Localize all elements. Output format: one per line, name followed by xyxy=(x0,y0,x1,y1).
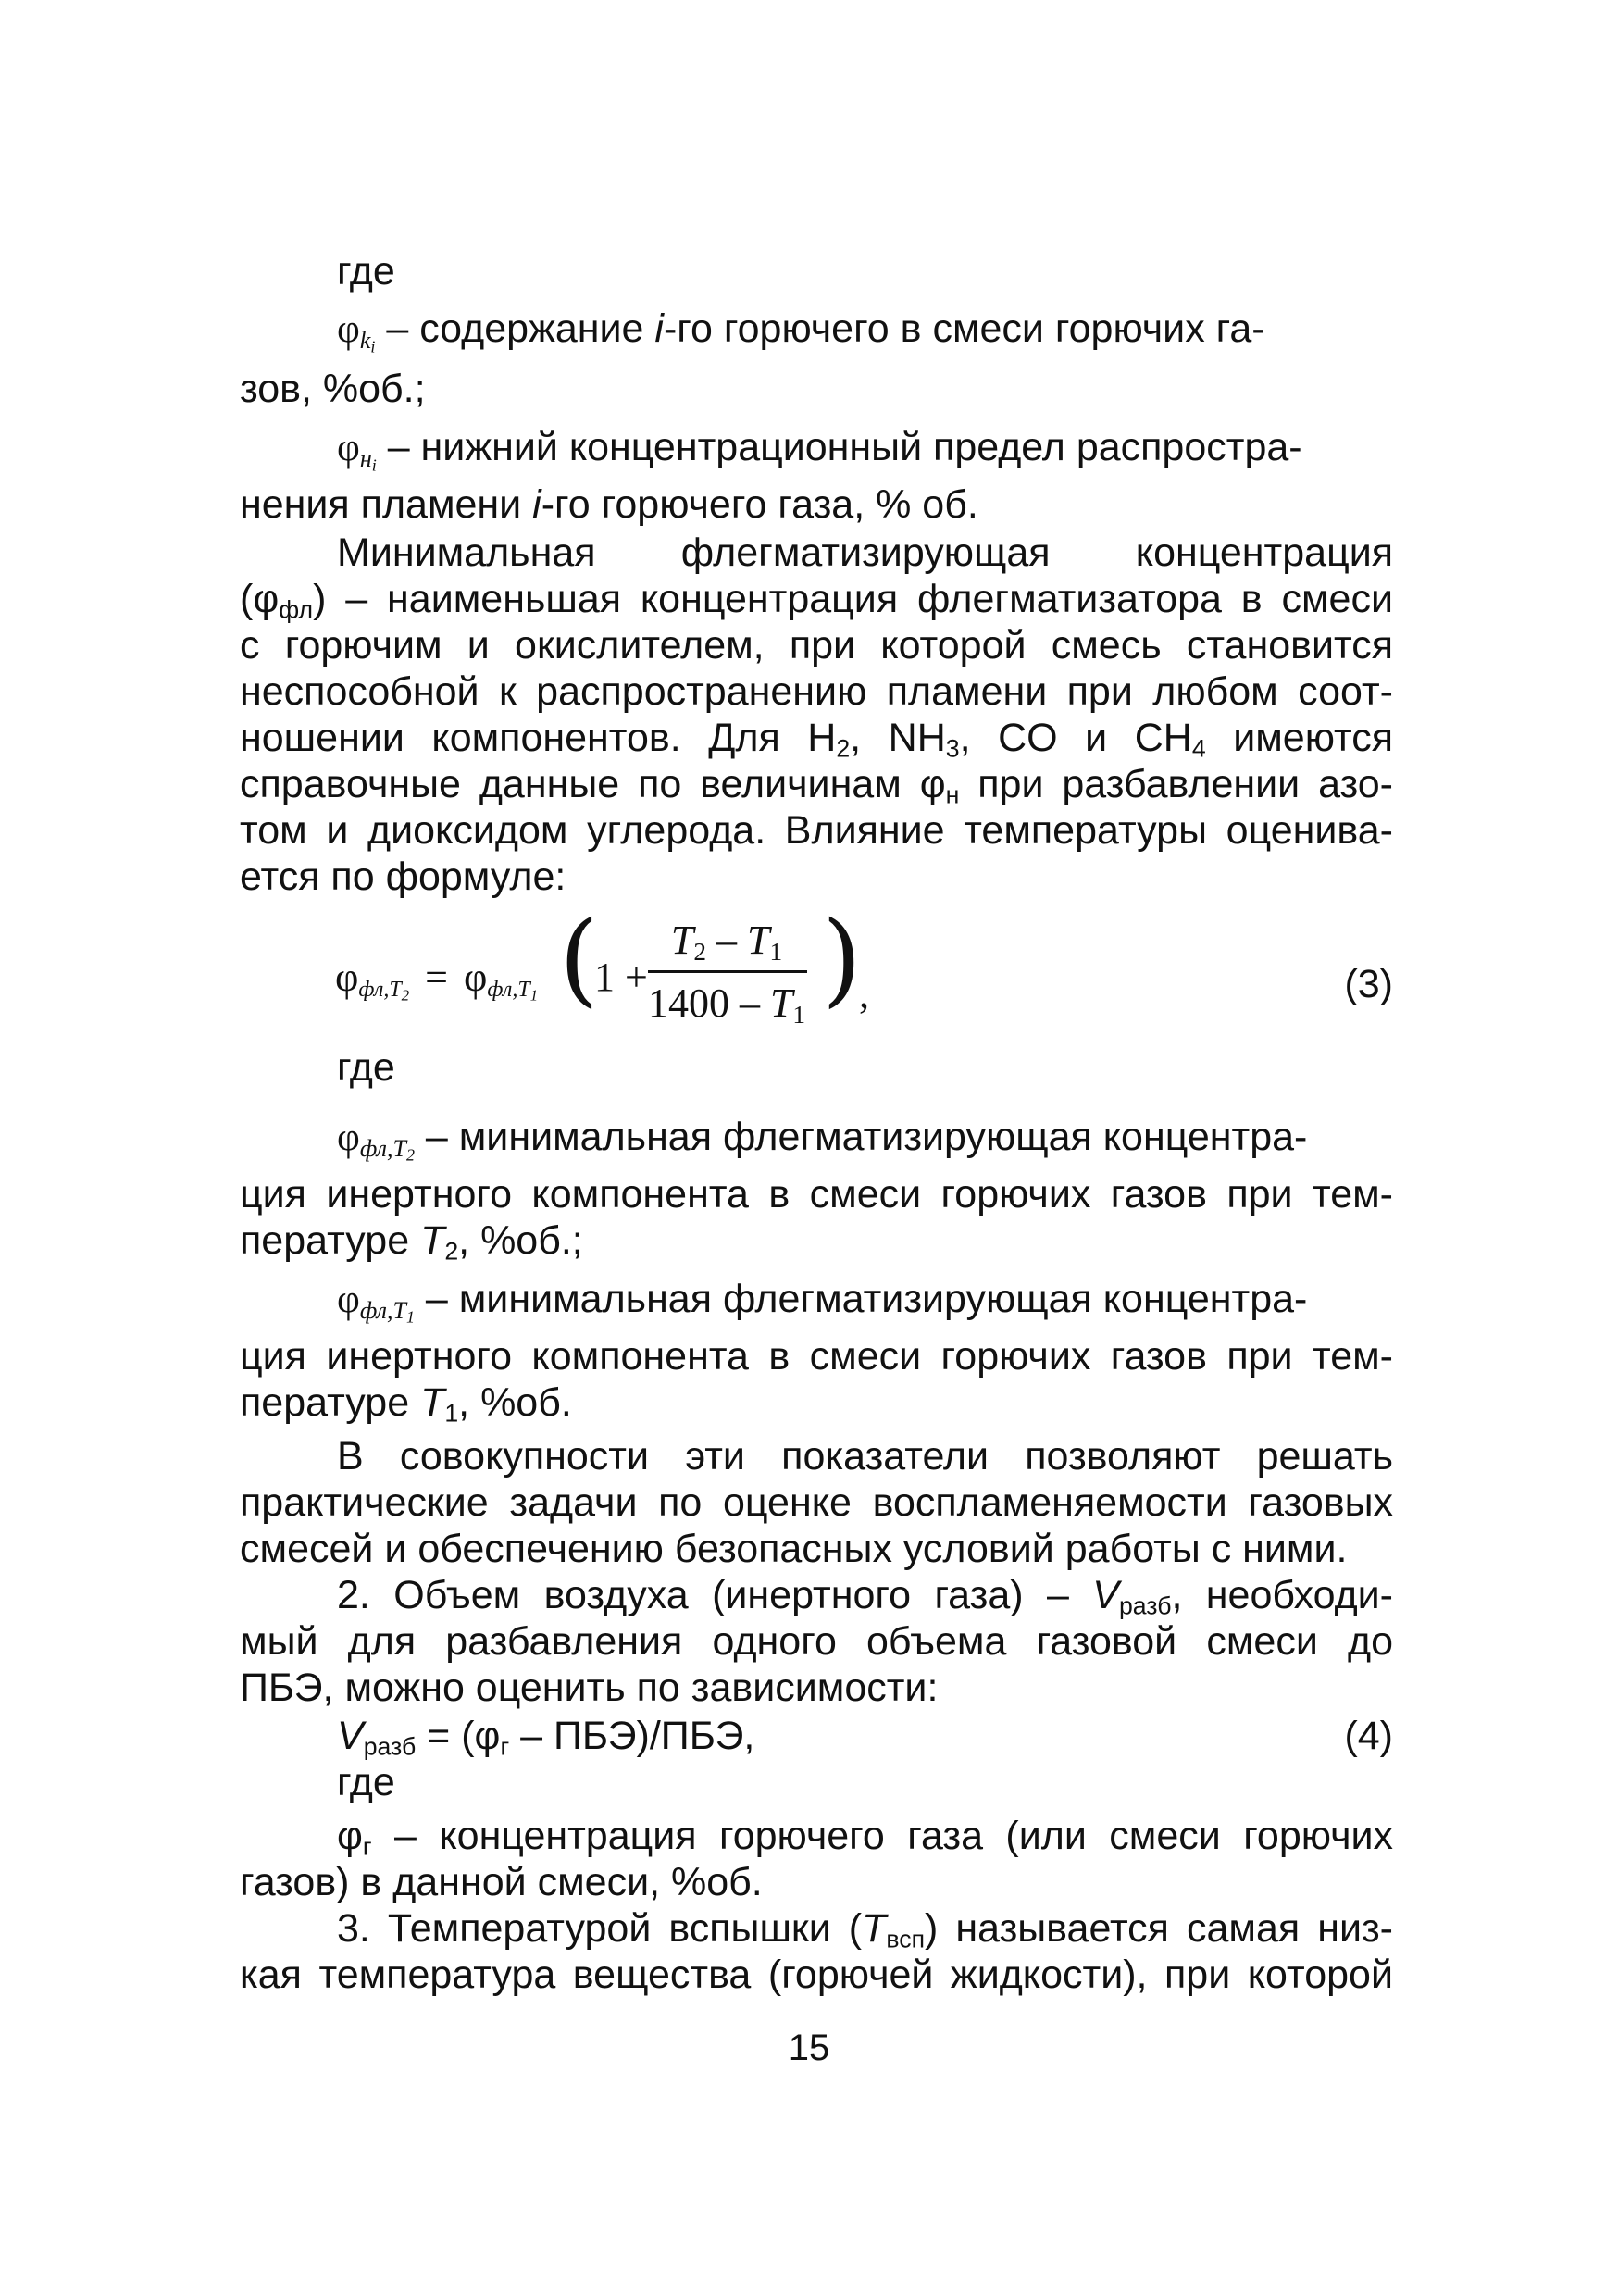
symbol-phi-t1: $\varphi_{фл,T_1}$ xyxy=(337,1278,415,1326)
definition-phi-t2: $\varphi_{фл,T_2}$ – минимальная флегматизирующая концентра- xyxy=(337,1115,1308,1164)
paragraph-min-phleg-l4: неспособной к распространению пламени при любом соот- xyxy=(240,669,1393,714)
paragraph-min-phleg-l7: том и диоксидом углерода. Влияние температуры оценива- xyxy=(240,808,1393,853)
paragraph-min-phleg-l8: ется по формуле: xyxy=(240,855,566,899)
formula-4: $V_{разб} = (\varphi_г - ПБЭ)/ПБЭ$, xyxy=(337,1714,755,1761)
paragraph-min-phleg-l2: $(\varphi_{фл})$ – наименьшая концентрация флегматизатора в смеси xyxy=(240,577,1393,624)
fraction-bar xyxy=(648,970,807,973)
paragraph-min-phleg-l1: Минимальная флегматизирующая концентрация xyxy=(337,530,1393,575)
paragraph-min-phleg-l3: с горючим и окислителем, при которой смесь становится xyxy=(240,623,1393,668)
text-gde-2: где xyxy=(337,1045,395,1090)
paragraph-phig-l2: газов) в данной смеси, %об. xyxy=(240,1860,763,1904)
symbol-phi-n: $\varphi_{н_i}$ xyxy=(337,426,377,474)
paragraph-sovok-l3: смесей и обеспечению безопасных условий работы с ними. xyxy=(240,1527,1348,1571)
definition-phi-k-cont: зов, %об.; xyxy=(240,367,426,411)
equation-number-4: (4) xyxy=(1344,1714,1393,1758)
symbol-phi-k: $\varphi_{k_i}$ xyxy=(337,307,376,356)
definition-phi-t1: $\varphi_{фл,T_1}$ – минимальная флегматизирующая концентра- xyxy=(337,1277,1308,1326)
paragraph-2-l2: мый для разбавления одного объема газовой смеси до xyxy=(240,1619,1393,1664)
definition-phi-t1-l2: ция инертного компонента в смеси горючих газов при тем- xyxy=(240,1334,1393,1379)
formula-3-lhs: $\varphi_{фл,T_2} = \varphi_{фл,T_1}$ xyxy=(335,955,539,1004)
formula-3-comma: , xyxy=(859,971,869,1017)
text-gde: где xyxy=(337,249,395,293)
text-gde-3: где xyxy=(337,1760,395,1804)
paragraph-2-l1: 2. Объем воздуха (инертного газа) – $V_{разб}$, необходи- xyxy=(337,1573,1394,1620)
definition-phi-k: $\varphi_{k_i}$ – содержание i-го горючего в смеси горючих га- xyxy=(337,306,1265,356)
symbol-phi-t2: $\varphi_{фл,T_2}$ xyxy=(337,1116,415,1164)
definition-phi-t2-l3: пературе $T_2$, %об.; xyxy=(240,1218,583,1266)
paragraph-sovok-l2: практические задачи по оценке воспламеняемости газовых xyxy=(240,1480,1393,1525)
formula-3-numerator: $T_2 - T_1$ xyxy=(670,917,783,966)
paragraph-min-phleg-l6: справочные данные по величинам $\varphi_н$ при разбавлении азо- xyxy=(240,762,1393,809)
paragraph-2-l3: ПБЭ, можно оценить по зависимости: xyxy=(240,1666,939,1710)
paragraph-3-l1: 3. Температурой вспышки $(T_{всп})$ называется самая низ- xyxy=(337,1906,1393,1953)
paragraph-3-l2: кая температура вещества (горючей жидкости), при которой xyxy=(240,1953,1393,1997)
definition-phi-t2-l2: ция инертного компонента в смеси горючих газов при тем- xyxy=(240,1172,1393,1217)
definition-phi-t1-l3: пературе $T_1$, %об. xyxy=(240,1380,572,1428)
page-number: 15 xyxy=(788,2028,830,2068)
paren-left: ( xyxy=(559,899,599,1017)
equation-number-3: (3) xyxy=(1344,962,1393,1006)
paragraph-sovok-l1: В совокупности эти показатели позволяют решать xyxy=(337,1434,1393,1479)
paragraph-min-phleg-l5: ношении компонентов. Для $H_2$, $NH_3$, CO и $CH_4$ имеются xyxy=(240,716,1394,763)
definition-phi-n-cont: нения пламени i-го горючего газа, % об. xyxy=(240,482,978,527)
definition-phi-n: $\varphi_{н_i}$ – нижний концентрационный предел распростра- xyxy=(337,425,1302,474)
paragraph-phig-l1: $\varphi_г$ – концентрация горючего газа (или смеси горючих xyxy=(337,1814,1393,1861)
formula-3-one-plus: 1 + xyxy=(594,955,648,1000)
formula-3-denominator: $1400 - T_1$ xyxy=(647,980,806,1029)
paren-right: ) xyxy=(822,899,862,1017)
